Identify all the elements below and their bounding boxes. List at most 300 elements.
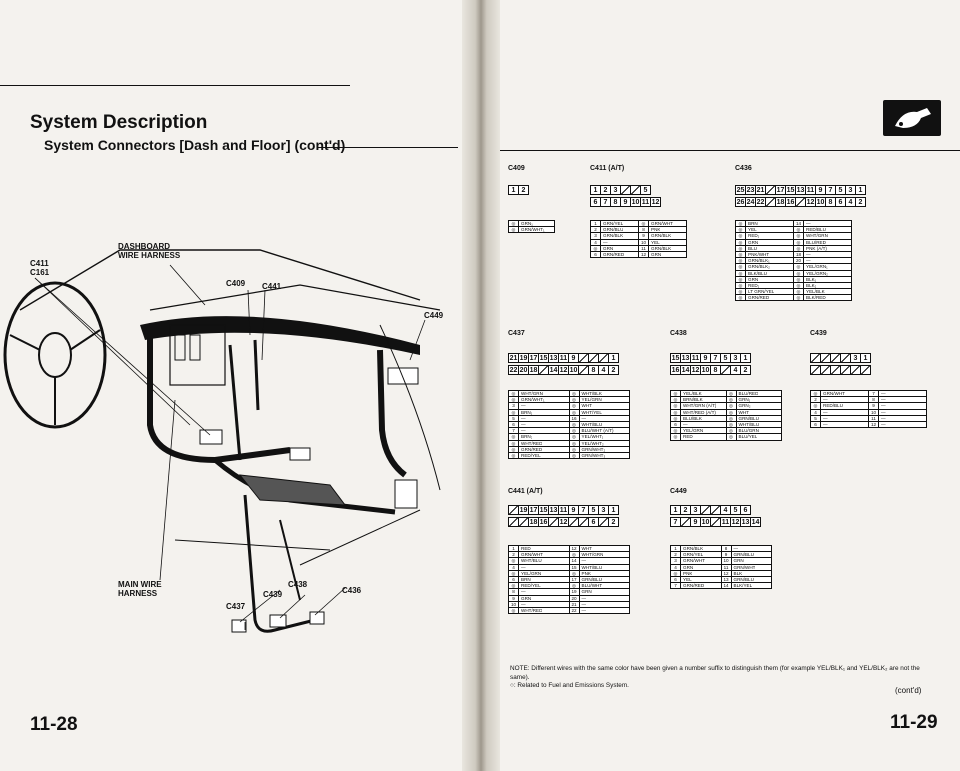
terminal-number: 8 <box>639 227 649 232</box>
connector-pin-row <box>590 185 660 195</box>
connector-label-c437: C437 <box>508 330 525 337</box>
terminal-number: ◎ <box>736 295 746 300</box>
terminal-number: ◎ <box>736 271 746 276</box>
wire-color: WHT/GRN (A/T) <box>683 403 717 409</box>
pin-12: 12 <box>559 366 568 374</box>
wire-color: WHT/BLK <box>581 391 602 396</box>
terminal-number: 6 <box>509 422 519 427</box>
wire-table-row <box>639 252 686 257</box>
terminal-number: ◎ <box>794 283 804 288</box>
connector-label-c449: C449 <box>670 488 687 495</box>
wire-color: — <box>581 558 587 564</box>
terminal-number: 7 <box>509 428 519 433</box>
pin-5: 5 <box>720 353 731 363</box>
wire-color: — <box>881 403 886 409</box>
terminal-number: ◎ <box>570 397 580 402</box>
terminal-number: ◎ <box>727 397 737 402</box>
wire-color: BLU/YEL <box>738 434 758 440</box>
pin-1: 1 <box>860 353 871 363</box>
pin-25: 25 <box>736 186 745 194</box>
pin-14: 14 <box>549 366 558 374</box>
left-page-number: 11-28 <box>30 714 78 735</box>
terminal-number: ◎ <box>509 571 519 576</box>
wire-table-row <box>509 608 569 613</box>
connector-pin-row <box>670 517 760 527</box>
pin-16: 16 <box>539 518 548 526</box>
terminal-number: 11 <box>639 246 649 251</box>
book-gutter <box>462 0 500 771</box>
wire-table-column <box>671 391 726 440</box>
terminal-number: 9 <box>509 596 519 601</box>
terminal-number: ◎ <box>639 221 649 226</box>
terminal-number: ◎ <box>736 227 746 232</box>
terminal-number: 10 <box>869 410 879 415</box>
label-main-harness: MAIN WIRE HARNESS <box>118 580 162 598</box>
pin-3: 3 <box>850 353 861 363</box>
wire-color: BLU/RED <box>806 239 826 245</box>
wire-color: LT GRN/YEL <box>748 289 775 295</box>
terminal-number: ◎ <box>671 391 681 396</box>
pin-6: 6 <box>588 517 599 527</box>
pin-11: 11 <box>691 354 700 362</box>
label-c449: C449 <box>424 311 444 320</box>
terminal-number: 2 <box>591 227 601 232</box>
pin-22: 22 <box>509 366 518 374</box>
pin-9: 9 <box>568 353 579 363</box>
wire-table-column <box>793 221 851 300</box>
terminal-number: ◎ <box>727 403 737 408</box>
wire-table-c409 <box>508 220 555 233</box>
wire-color: — <box>581 595 587 601</box>
pin-3: 3 <box>610 185 621 195</box>
wire-color: — <box>881 391 886 396</box>
wire-color: RED/YEL <box>521 452 541 458</box>
terminal-number: ◎ <box>509 221 519 226</box>
wire-color: GRN/WHT <box>733 564 756 570</box>
wire-color: — <box>521 421 526 427</box>
wire-color: WHT/YEL <box>581 409 602 415</box>
wire-table-column <box>638 221 686 257</box>
left-page <box>0 0 462 771</box>
terminal-number: ◎ <box>671 403 681 408</box>
terminal-number: ◎ <box>570 410 580 415</box>
wire-color: YEL/WHT₁ <box>581 434 604 440</box>
terminal-number: ◎ <box>671 571 681 576</box>
wire-table-row <box>671 583 721 588</box>
terminal-number: 4 <box>591 240 601 245</box>
terminal-number: ◎ <box>570 441 580 446</box>
wire-color: WHT <box>581 403 592 409</box>
terminal-number: ◎ <box>570 428 580 433</box>
terminal-number: 2 <box>811 397 821 402</box>
wire-color: WHT <box>738 409 749 415</box>
wire-table-c438 <box>670 390 782 441</box>
pin-12: 12 <box>731 518 740 526</box>
terminal-number: 11 <box>869 416 879 421</box>
terminal-number: ◎ <box>736 283 746 288</box>
wire-color: GRN/WHT₁ <box>521 227 545 233</box>
wire-color: GRN/WHT₁ <box>521 397 545 403</box>
right-page-number: 11-29 <box>890 712 938 733</box>
wire-color: — <box>733 546 739 551</box>
terminal-number: ◎ <box>736 252 746 257</box>
pin-16: 16 <box>671 366 680 374</box>
wire-color: BRN₂ <box>521 434 533 440</box>
wire-color: YEL/GRN <box>521 570 542 576</box>
terminal-number: ◎ <box>509 434 519 439</box>
terminal-number: 12 <box>570 546 580 551</box>
connector-pin-row <box>670 365 750 375</box>
pin-5: 5 <box>835 185 846 195</box>
pin-1: 1 <box>608 353 619 363</box>
pin-3: 3 <box>598 505 609 515</box>
wire-color: GRN/WHT <box>823 391 845 396</box>
wire-color: GRN/YEL <box>683 552 704 558</box>
pin-5: 5 <box>640 185 651 195</box>
wire-table-row <box>570 608 630 613</box>
wire-color: — <box>881 421 886 427</box>
wire-color: — <box>806 251 811 257</box>
pin-15: 15 <box>786 186 795 194</box>
wire-color: GRN/BLK₂ <box>748 264 770 270</box>
pin-14: 14 <box>751 518 760 526</box>
wire-table-column <box>721 546 772 588</box>
pin-15: 15 <box>671 354 680 362</box>
wire-color: YEL/GRN <box>581 397 602 403</box>
terminal-number: ◎ <box>794 246 804 251</box>
wire-color: GRN/BLU <box>733 552 754 558</box>
wire-table-row <box>570 453 630 458</box>
pin-19: 19 <box>519 506 528 514</box>
pin-13: 13 <box>681 354 690 362</box>
terminal-number: 22 <box>570 608 580 613</box>
wire-color: GRN <box>521 595 532 601</box>
pin-1: 1 <box>740 353 751 363</box>
connector-label-c436: C436 <box>735 165 752 172</box>
wire-color: — <box>521 589 526 595</box>
wire-color: GRN <box>683 564 694 570</box>
connector-face-c449 <box>670 505 760 527</box>
wire-color: WHT/RED (A/T) <box>683 409 716 415</box>
terminal-number: 4 <box>811 410 821 415</box>
terminal-number: ◎ <box>591 246 601 251</box>
wire-table-column <box>569 391 630 458</box>
pin-1: 1 <box>608 505 619 515</box>
pin-14: 14 <box>681 366 690 374</box>
terminal-number: 14 <box>794 221 804 226</box>
pin-19: 19 <box>519 354 528 362</box>
pin-2: 2 <box>740 365 751 375</box>
wire-color: GRN/BLK <box>683 546 704 551</box>
pin-2: 2 <box>600 185 611 195</box>
wire-color: BRN/BLK <box>683 397 703 403</box>
wire-color: GRN/WHT <box>683 558 705 564</box>
pin-8: 8 <box>710 365 721 375</box>
terminal-number: 6 <box>509 577 519 582</box>
wire-color: YEL/WHT₂ <box>581 440 604 446</box>
pin-10: 10 <box>701 518 710 526</box>
wire-color: — <box>603 239 608 245</box>
wire-color: BLK/BLU <box>748 270 767 276</box>
terminal-number: ◎ <box>736 221 746 226</box>
label-c439: C439 <box>263 590 283 599</box>
terminal-number: 20 <box>570 596 580 601</box>
terminal-number: 6 <box>811 422 821 427</box>
wire-color: — <box>521 415 526 421</box>
wire-table-row <box>736 295 793 300</box>
wire-table-row <box>727 434 782 439</box>
connector-pin-row <box>508 517 618 527</box>
wire-color: GRN/WHT₂ <box>581 446 606 452</box>
terminal-number: 9 <box>722 552 732 557</box>
pin-8: 8 <box>610 197 621 207</box>
terminal-number: 4 <box>509 565 519 570</box>
pin-17: 17 <box>529 354 538 362</box>
terminal-number: 9 <box>639 233 649 238</box>
pin-17: 17 <box>776 186 785 194</box>
wire-color: — <box>581 601 587 607</box>
connector-pin-row <box>508 353 618 363</box>
terminal-number: 1 <box>509 546 519 551</box>
pin-9: 9 <box>620 197 631 207</box>
terminal-number: 12 <box>722 571 732 576</box>
terminal-number: ◎ <box>736 258 746 263</box>
wire-color: GRN/BLK₁ <box>748 258 770 264</box>
wire-color: — <box>881 409 886 415</box>
pin-2: 2 <box>855 197 866 207</box>
pin-1: 1 <box>855 185 866 195</box>
connector-pin-row <box>508 365 618 375</box>
terminal-number: ◎ <box>736 240 746 245</box>
terminal-number: ◎ <box>794 233 804 238</box>
terminal-number: 3 <box>671 558 681 563</box>
terminal-number: ◎ <box>794 240 804 245</box>
wire-color: GRN₁ <box>521 221 533 226</box>
connector-pin-row <box>508 185 528 195</box>
wire-color: WHT/BLU <box>581 564 603 570</box>
pin-2: 2 <box>518 185 529 195</box>
wire-color: GRN <box>748 276 759 282</box>
terminal-number: ◎ <box>570 447 580 452</box>
terminal-number: ◎ <box>570 571 580 576</box>
wire-color: — <box>881 415 886 421</box>
pin-11: 11 <box>806 186 815 194</box>
terminal-number: 15 <box>570 565 580 570</box>
connector-label-c441: C441 (A/T) <box>508 488 543 495</box>
terminal-number: ◎ <box>570 391 580 396</box>
pin-13: 13 <box>549 354 558 362</box>
connector-face-c409 <box>508 185 528 195</box>
wire-color: GRN/WHT₃ <box>581 452 606 458</box>
wire-color: GRN <box>733 558 744 564</box>
pin-16: 16 <box>786 198 795 206</box>
connector-label-c411: C411 (A/T) <box>590 165 625 172</box>
terminal-number: ◎ <box>509 447 519 452</box>
terminal-number: ◎ <box>570 552 580 557</box>
terminal-number: ◎ <box>727 410 737 415</box>
connector-face-c438 <box>670 353 750 375</box>
wire-color: RED/YEL <box>521 583 541 589</box>
wire-color: BLU/BLK <box>683 415 702 421</box>
pin-8: 8 <box>588 365 599 375</box>
terminal-number: ◎ <box>736 277 746 282</box>
wire-color: BLK/YEL <box>733 583 753 589</box>
terminal-number: ◎ <box>794 295 804 300</box>
wire-table-column <box>868 391 926 427</box>
terminal-number: ◎ <box>794 277 804 282</box>
wire-color: GRN/YEL <box>603 221 624 226</box>
connector-pin-row <box>735 197 865 207</box>
terminal-number: ◎ <box>736 264 746 269</box>
terminal-number: ◎ <box>509 410 519 415</box>
pin-6: 6 <box>590 197 601 207</box>
wire-table-column <box>736 221 793 300</box>
pin-2: 2 <box>680 505 691 515</box>
terminal-number: 19 <box>570 589 580 594</box>
wire-table-row <box>811 422 868 427</box>
pin-12: 12 <box>651 198 660 206</box>
wire-color: — <box>806 258 811 264</box>
wire-table-column <box>811 391 868 427</box>
wire-color: PNK (A/T) <box>806 245 827 251</box>
pin-9: 9 <box>568 505 579 515</box>
wire-color: GRN/BLK <box>603 233 624 239</box>
continued-label: (cont'd) <box>895 686 922 695</box>
terminal-number: 1 <box>591 221 601 226</box>
wire-color: YEL/GRN₁ <box>806 264 828 270</box>
pin-8: 8 <box>825 197 836 207</box>
wire-table-c439 <box>810 390 927 428</box>
terminal-number: 11 <box>722 565 732 570</box>
label-c411-c161: C411 C161 <box>30 259 50 277</box>
wire-color: WHT/BLU <box>521 558 542 564</box>
terminal-number: ◎ <box>509 397 519 402</box>
terminal-number: ◎ <box>794 227 804 232</box>
wire-color: BRN₁ <box>521 409 533 415</box>
terminal-number: ◎ <box>671 416 681 421</box>
connector-label-c438: C438 <box>670 330 687 337</box>
wire-color: GRN/BLU <box>581 576 602 582</box>
pin-10: 10 <box>569 366 578 374</box>
wire-color: GRN/BLU <box>738 415 759 421</box>
pin-1: 1 <box>508 185 519 195</box>
terminal-number: 12 <box>869 422 879 427</box>
wire-color: GRN₂ <box>738 403 751 409</box>
terminal-number: 17 <box>570 577 580 582</box>
wire-color: — <box>521 428 526 434</box>
pin-9: 9 <box>690 517 701 527</box>
wire-color: GRN <box>748 239 759 245</box>
wire-color: — <box>823 415 828 421</box>
wire-color: BLK₁ <box>806 276 817 282</box>
wire-color: — <box>881 397 886 403</box>
terminal-number: 10 <box>722 558 732 563</box>
connector-label-c409: C409 <box>508 165 525 172</box>
wire-color: YEL/GRN₂ <box>806 270 828 276</box>
wire-color: GRN/RED <box>521 446 543 452</box>
wire-color: GRN/RED <box>603 251 625 257</box>
label-dashboard-harness: DASHBOARD WIRE HARNESS <box>118 242 181 260</box>
wire-color: GRN/BLU <box>733 576 754 582</box>
terminal-number: 5 <box>811 416 821 421</box>
wire-color: GRN₁ <box>738 397 751 403</box>
wire-color: BLK <box>733 570 743 576</box>
wire-color: RED <box>683 434 693 440</box>
note-legend: ○: Related to Fuel and Emissions System. <box>510 682 629 690</box>
connector-pin-row <box>508 505 618 515</box>
wire-color: BLU/GRN <box>738 428 759 434</box>
connector-face-c437 <box>508 353 618 375</box>
terminal-number: ◎ <box>736 289 746 294</box>
wire-color: GRN/WHT <box>521 552 543 558</box>
wire-color: — <box>823 397 828 403</box>
wire-table-column <box>671 546 721 588</box>
wire-color: GRN/RED <box>683 583 705 589</box>
terminal-number: 10 <box>509 602 519 607</box>
terminal-number: 14 <box>570 558 580 563</box>
pin-6: 6 <box>835 197 846 207</box>
connector-face-c411 <box>590 185 660 207</box>
page-title: System Description <box>30 112 208 133</box>
wire-table-c411 <box>590 220 687 258</box>
wire-color: BLU <box>748 245 757 251</box>
dashboard-wiring-illustration <box>0 160 462 720</box>
blank-cavity <box>860 365 871 375</box>
pin-13: 13 <box>741 518 750 526</box>
wire-table-column <box>569 546 630 613</box>
wire-color: GRN/WHT <box>651 221 673 226</box>
wire-table-row <box>509 453 569 458</box>
right-top-rule <box>500 150 960 151</box>
pin-7: 7 <box>710 353 721 363</box>
terminal-number: ◎ <box>671 428 681 433</box>
wire-color: GRN/RED <box>748 295 770 301</box>
wire-color: YEL <box>748 227 757 233</box>
wire-color: — <box>581 607 587 613</box>
wire-color: YEL/GRN <box>683 428 704 434</box>
pin-15: 15 <box>539 506 548 514</box>
terminal-number: 1 <box>671 546 681 551</box>
pin-7: 7 <box>600 197 611 207</box>
terminal-number: ◎ <box>736 246 746 251</box>
terminal-number: 3 <box>509 403 519 408</box>
terminal-number: 12 <box>639 252 649 257</box>
wire-color: GRN/BLU <box>603 227 624 233</box>
connector-pin-row <box>670 505 760 515</box>
wire-table-column <box>509 391 569 458</box>
wire-color: GRN <box>651 251 662 257</box>
connector-pin-row <box>810 353 870 363</box>
label-c441: C441 <box>262 282 282 291</box>
terminal-number: ◎ <box>727 422 737 427</box>
wire-table-c436 <box>735 220 852 301</box>
wire-color: — <box>521 403 526 409</box>
terminal-number: ◎ <box>509 441 519 446</box>
connector-pin-row <box>670 353 750 363</box>
wire-color: — <box>823 409 828 415</box>
pin-4: 4 <box>598 365 609 375</box>
wire-color: BRN <box>748 221 758 226</box>
terminal-number: 6 <box>591 252 601 257</box>
pin-18: 18 <box>529 366 538 374</box>
terminal-number: ◎ <box>509 583 519 588</box>
label-c436: C436 <box>342 586 362 595</box>
wire-color: WHT <box>581 546 592 551</box>
terminal-number: ◎ <box>509 453 519 458</box>
terminal-number: 10 <box>639 240 649 245</box>
pin-3: 3 <box>845 185 856 195</box>
wire-table-column <box>509 221 554 232</box>
